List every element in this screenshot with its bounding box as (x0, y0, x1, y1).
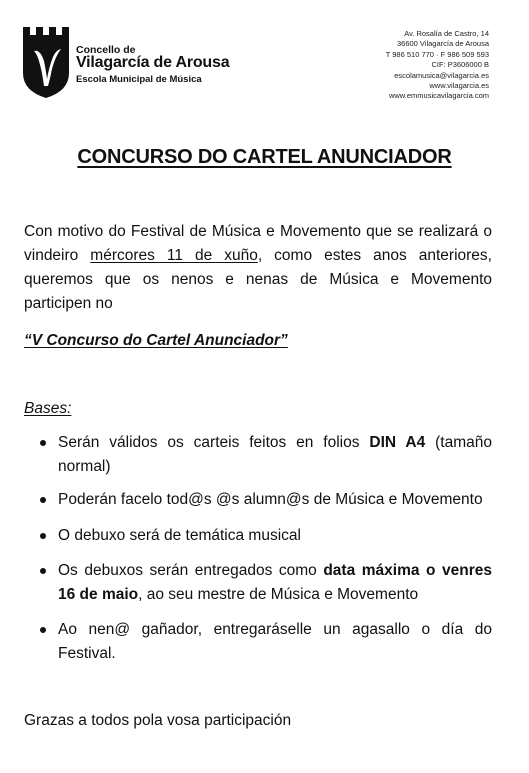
list-item-text: (tamaño normal) (58, 434, 493, 475)
org-line-1: Concello de (76, 44, 136, 56)
event-date: mércores 11 de xuño (90, 247, 258, 264)
list-item-emphasis: data máxima o venres 16 de maio (58, 562, 492, 603)
list-item-emphasis: DIN A4 (369, 434, 426, 451)
contact-city: 36600 Vilagarcía de Arousa (396, 39, 489, 49)
closing-text: Grazas a todos pola vosa participación (24, 712, 292, 729)
list-item: Poderán facelo tod@s @s alumn@s de Música e Movemento (58, 491, 483, 508)
contact-website: www.vilagarcia.es (429, 81, 489, 91)
list-item: Ao nen@ gañador, entregaráselle un agasallo o día do Festival. (58, 621, 492, 662)
contest-name: “V Concurso do Cartel Anunciador” (24, 332, 288, 349)
bullet-icon (40, 497, 46, 503)
contact-phone: T 986 510 770 · F 986 509 593 (385, 49, 489, 59)
contact-address: Av. Rosalía de Castro, 14 (404, 29, 489, 38)
intro-text-2: , como estes anos anteriores, queremos que os nenos e nenas de Música e Movemento participen no (24, 247, 492, 312)
list-item-text: Os debuxos serán entregados como (58, 562, 324, 579)
bullet-icon (40, 440, 46, 446)
bullet-icon (40, 533, 46, 539)
list-item-text: , ao seu mestre de Música e Movemento (138, 586, 419, 603)
org-name: Vilagarcía de Arousa (76, 54, 230, 71)
bullet-icon (40, 627, 46, 633)
bullet-icon (40, 568, 46, 574)
intro-text-1: Con motivo do Festival de Música e Movemento que se realizará o vindeiro (24, 223, 492, 264)
org-school: Escola Municipal de Música (76, 74, 202, 85)
bases-heading: Bases: (24, 400, 72, 417)
list-item (58, 559, 492, 607)
contact-block (386, 29, 489, 102)
intro-paragraph (24, 220, 492, 316)
contact-website-school: www.emmusicavilagarcia.com (388, 91, 489, 101)
list-item: O debuxo será de temática musical (58, 527, 301, 544)
list-item-text: Serán válidos os carteis feitos en folios (58, 434, 370, 451)
contact-email: escolamusica@vilagarcia.es (394, 70, 489, 80)
page-title: CONCURSO DO CARTEL ANUNCIADOR (77, 146, 452, 168)
list-item (58, 431, 492, 479)
shield-crest-logo-icon (22, 27, 70, 99)
contact-cif: CIF: P3606000 B (431, 60, 489, 70)
